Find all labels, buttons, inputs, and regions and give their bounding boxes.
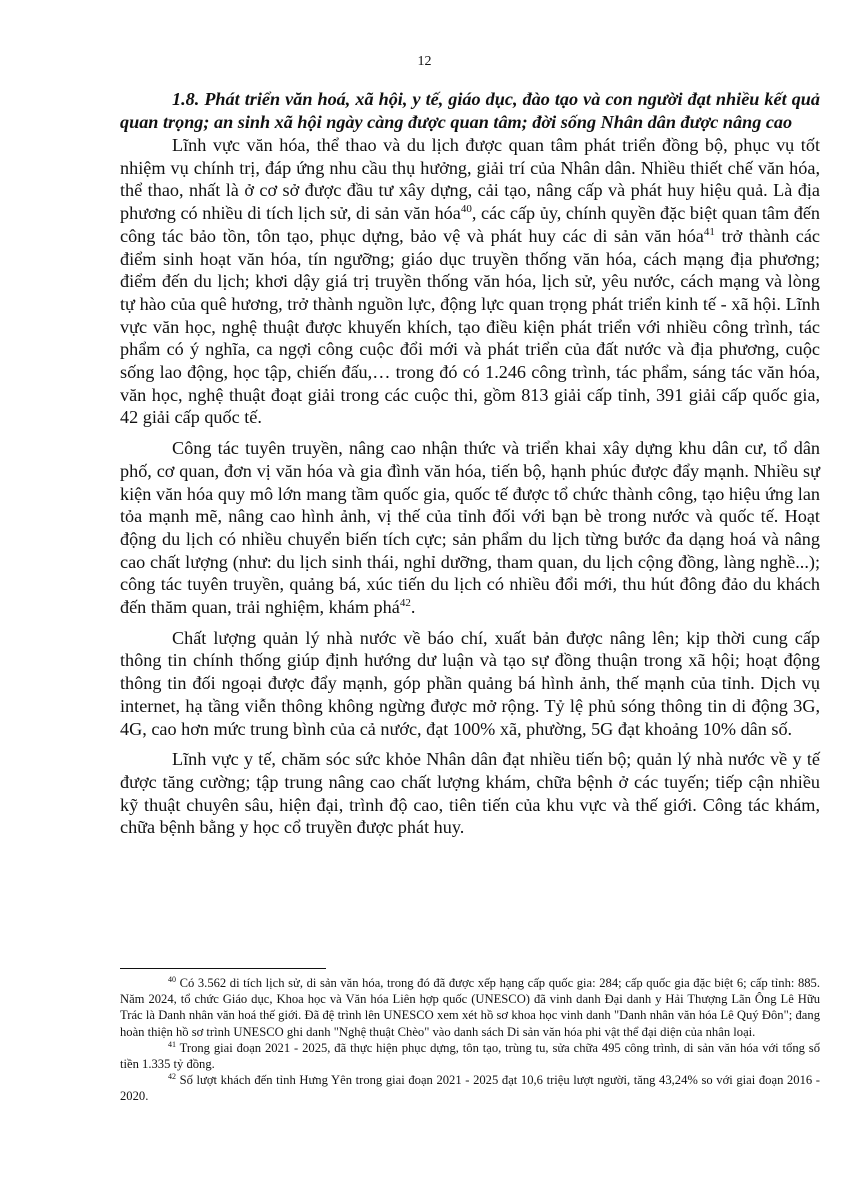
footnote-41 [120, 1040, 820, 1072]
footnote-mark: 41 [168, 1039, 176, 1049]
footnote-text: Số lượt khách đến tỉnh Hưng Yên trong giai đoạn 2021 - 2025 đạt 10,6 triệu lượt người, tăng 43,24% so với giai đoạn 2016 - 2020. [120, 1073, 820, 1104]
footnote-42 [120, 1072, 820, 1104]
paragraph-text: . [410, 597, 416, 618]
paragraph-health [120, 748, 820, 839]
body-content [120, 88, 820, 847]
footnote-40 [120, 975, 820, 1040]
footnote-ref[interactable]: 41 [703, 225, 715, 238]
footnote-ref[interactable]: 42 [399, 597, 411, 609]
paragraph-text: Lĩnh vực y tế, chăm sóc sức khỏe Nhân dân đạt nhiều tiến bộ; quản lý nhà nước về y tế được tăng cường; tập trung nâng cao chất lượng khám, chữa bệnh ở các tuyến; tiếp cận nhiều kỹ thuật chuyên sâu, hiện đại, trình độ cao, tiên tiến của khu vực và thế giới. Công tác khám, chữa bệnh bằng y học cổ truyền được phát huy. [120, 749, 820, 838]
paragraph-text: Lĩnh vực văn hóa, thể thao và du lịch được quan tâm phát triển đồng bộ, phục vụ tốt nhiệm vụ chính trị, đáp ứng nhu cầu thụ hưởng, giải trí của Nhân dân. Nhiều thiết chế văn hóa, thể thao, nhất là ở cơ sở được đầu tư xây dựng, cải tạo, nâng cấp và phát huy hiệu quả. Là địa phương có nhiều di tích lịch sử, di sản văn hóa [120, 135, 820, 224]
paragraph-text: Chất lượng quản lý nhà nước về báo chí, xuất bản được nâng lên; kịp thời cung cấp thông tin chính thống giúp định hướng dư luận và tạo sự đồng thuận trong xã hội; hoạt động thông tin đối ngoại được đẩy mạnh, góp phần quảng bá hình ảnh, thế mạnh của tỉnh. Dịch vụ internet, hạ tầng viễn thông không ngừng được mở rộng. Tỷ lệ phủ sóng thông tin di động 3G, 4G, cao hơn mức trung bình của cả nước, đạt 100% xã, phường, 5G đạt khoảng 10% dân số. [120, 627, 820, 739]
section-heading: 1.8. Phát triển văn hoá, xã hội, y tế, giáo dục, đào tạo và con người đạt nhiều kết quả quan trọng; an sinh xã hội ngày càng được quan tâm; đời sống Nhân dân được nâng cao [120, 89, 820, 132]
paragraph-culture [120, 134, 820, 429]
paragraph-text: trở thành các điểm sinh hoạt văn hóa, tín ngưỡng; giáo dục truyền thống văn hóa, cách mạng địa phương; điểm đến du lịch; khơi dậy giá trị truyền thống văn hóa, lịch sử, yêu nước, cách mạng và lòng tự hào của quê hương, trở thành nguồn lực, động lực quan trọng phát triển kinh tế - xã hội. Lĩnh vực văn học, nghệ thuật được khuyến khích, tạo điều kiện phát triển với nhiều công trình, tác phẩm có ý nghĩa, ca ngợi công cuộc đổi mới và phát triển của đất nước và địa phương, cuộc sống lao động, học tập, chiến đấu,… trong đó có 1.246 công trình, tác phẩm, sáng tác văn hóa, văn học, nghệ thuật đoạt giải trong các cuộc thi, gồm 813 giải cấp tỉnh, 391 giải cấp quốc gia, 42 giải cấp quốc tế. [120, 225, 820, 428]
paragraph-propaganda [120, 437, 820, 619]
paragraph-press [120, 627, 820, 741]
footnotes [120, 968, 820, 1105]
footnote-text: Có 3.562 di tích lịch sử, di sản văn hóa, trong đó đã được xếp hạng cấp quốc gia: 284; cấp quốc gia đặc biệt 6; cấp tỉnh: 885. Năm 2024, tổ chức Giáo dục, Khoa học và Văn hóa Liên hợp quốc (UNESCO) đã vinh danh Đại danh y Hải Thượng Lãn Ông Lê Hữu Trác là Danh nhân văn hoá thế giới. Đã đệ trình lên UNESCO xem xét hồ sơ khoa học vinh danh "Danh nhân văn hóa Lê Quý Đôn"; đang hoàn thiện hồ sơ trình UNESCO ghi danh "Nghệ thuật Chèo" vào danh sách Di sản văn hóa phi vật thể đại diện của nhân loại. [120, 976, 820, 1039]
footnote-text: Trong giai đoạn 2021 - 2025, đã thực hiện phục dựng, tôn tạo, trùng tu, sửa chữa 495 công trình, di sản văn hóa với tổng số tiền 1.335 tỷ đồng. [120, 1040, 820, 1072]
footnote-mark: 42 [168, 1072, 176, 1082]
footnote-separator [120, 968, 326, 969]
paragraph-text: , các cấp ủy, chính quyền đặc biệt quan tâm đến công tác bảo tồn, tôn tạo, phục dựng, bảo vệ và phát huy các di sản văn hóa [120, 203, 820, 246]
page-number: 12 [417, 54, 432, 69]
footnote-mark: 40 [168, 974, 176, 984]
footnote-ref[interactable]: 40 [460, 203, 472, 216]
paragraph-text: Công tác tuyên truyền, nâng cao nhận thức và triển khai xây dựng khu dân cư, tổ dân phố, cơ quan, đơn vị văn hóa và gia đình văn hóa, tiến bộ, hạnh phúc được đẩy mạnh. Nhiều sự kiện văn hóa quy mô lớn mang tầm quốc gia, quốc tế được tổ chức thành công, tạo hiệu ứng lan tỏa mạnh mẽ, nâng cao hình ảnh, vị thế của tỉnh đối với bạn bè trong nước và quốc tế. Hoạt động du lịch có nhiều chuyển biến tích cực; sản phẩm du lịch từng bước đa dạng hoá và nâng cao chất lượng (như: du lịch sinh thái, nghỉ dưỡng, tham quan, du lịch cộng đồng, làng nghề...); công tác tuyên truyền, quảng bá, xúc tiến du lịch có nhiều đổi mới, thu hút đông đảo du khách đến thăm quan, trải nghiệm, khám phá [120, 438, 820, 618]
